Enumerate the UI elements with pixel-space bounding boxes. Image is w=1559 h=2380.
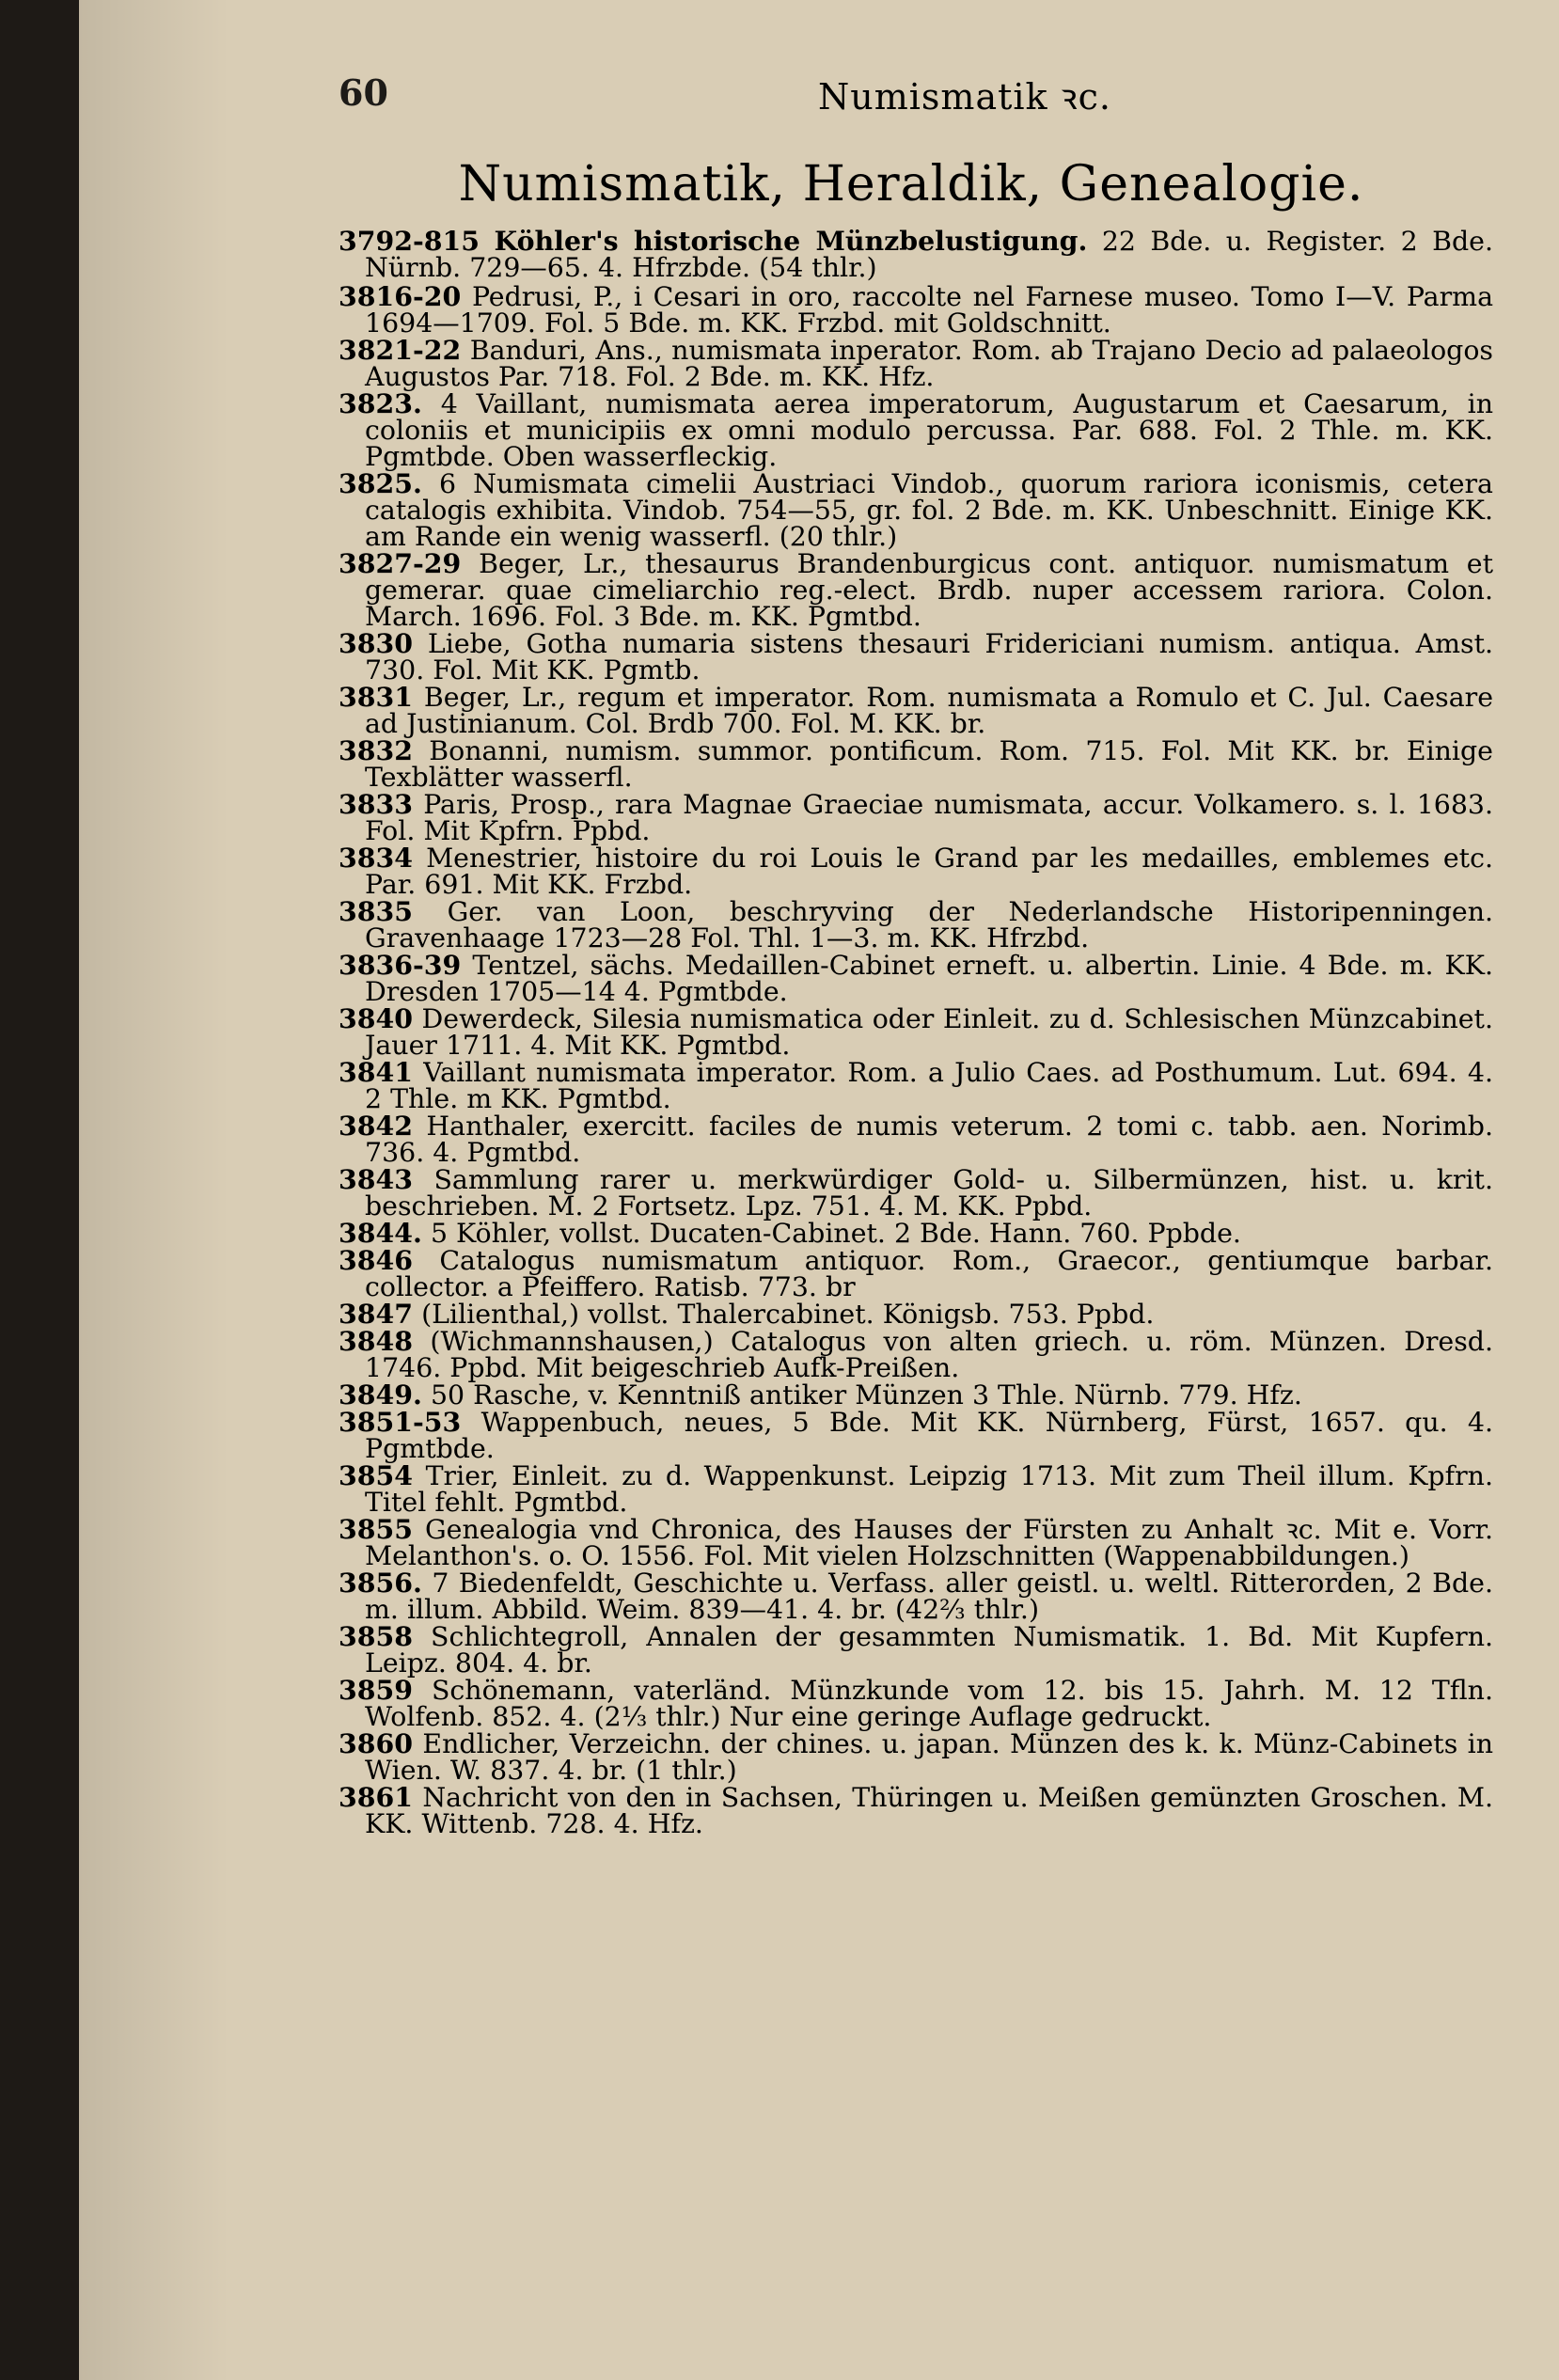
catalog-entry — [339, 844, 1493, 898]
entry-text: Banduri, Ans., numismata inperator. Rom. ab Trajano Decio ad palaeologos Augustos Par. 718. Fol. 2 Bde. m. KK. Hfz. — [365, 335, 1493, 392]
running-head — [339, 71, 1446, 128]
entry-text: 4 Vaillant, numismata aerea imperatorum, Augustarum et Caesarum, in coloniis et municipiis ex omni modulo percussa. Par. 688. Fol. 2 Thle. m. KK. Pgmtbde. Oben wasserfleckig. — [365, 388, 1493, 472]
entry-number: 3856. — [339, 1567, 422, 1599]
entry-number: 3832 — [339, 734, 414, 766]
catalog-entry — [339, 895, 1493, 954]
entry-text: Nachricht von den in Sachsen, Thüringen u. Meißen gemünzten Groschen. M. KK. Wittenb. 728. 4. Hfz. — [365, 1782, 1493, 1839]
entry-text: 6 Numismata cimelii Austriaci Vindob., quorum rariora iconismis, cetera catalogis exhibita. Vindob. 754—55, gr. fol. 2 Bde. m. KK. Unbeschnitt. Einige KK. am Rande ein wenig wasserfl. (20 thlr.) — [365, 468, 1493, 552]
catalog-entry — [339, 734, 1493, 793]
entry-text: Wappenbuch, neues, 5 Bde. Mit KK. Nürnberg, Fürst, 1657. qu. 4. Pgmtbde. — [365, 1407, 1493, 1464]
catalog-entry — [339, 225, 1493, 283]
catalog-entry — [339, 681, 1493, 739]
entry-text: Bonanni, numism. summor. pontificum. Rom. 715. Fol. Mit KK. br. Einige Texblätter wasserfl. — [365, 735, 1493, 793]
entry-number: 3842 — [339, 1110, 414, 1142]
entry-text: 5 Köhler, vollst. Ducaten-Cabinet. 2 Bde. Hann. 760. Ppbde. — [430, 1218, 1241, 1249]
entry-number: 3827-29 — [339, 547, 462, 579]
entry-number: 3831 — [339, 681, 414, 713]
entry-text: Dewerdeck, Silesia numismatica oder Einleit. zu d. Schlesischen Münzcabinet. Jauer 1711. 4. Mit KK. Pgmtbd. — [365, 1003, 1493, 1061]
entry-text: Vaillant numismata imperator. Rom. a Julio Caes. ad Posthumum. Lut. 694. 4. 2 Thle. m KK. Pgmtbd. — [365, 1057, 1494, 1114]
entry-text: Paris, Prosp., rara Magnae Graeciae numismata, accur. Volkamero. s. l. 1683. Fol. Mit Kpfrn. Ppbd. — [365, 789, 1493, 846]
entry-number: 3843 — [339, 1163, 414, 1195]
entry-text: 22 Bde. u. Register. 2 Bde. Nürnb. 729—65. 4. Hfrzbde. (54 thlr.) — [365, 226, 1493, 283]
entry-text: Sammlung rarer u. merkwürdiger Gold- u. Silbermünzen, hist. u. krit. beschrieben. M. 2 Fortsetz. Lpz. 751. 4. M. KK. Ppbd. — [365, 1164, 1493, 1222]
catalog-entry — [339, 280, 1493, 339]
entry-number: 3833 — [339, 788, 414, 820]
catalog-entry — [339, 1300, 1493, 1328]
entry-text: Genealogia vnd Chronica, des Hauses der Fürsten zu Anhalt ꝛc. Mit e. Vorr. Melanthon's. o. O. 1556. Fol. Mit vielen Holzschnitten (Wappenabbildungen.) — [365, 1514, 1493, 1571]
entry-number: 3854 — [339, 1459, 414, 1491]
entry-number: 3834 — [339, 842, 414, 874]
entry-title: Köhler's historische Münzbelustigung. — [494, 225, 1088, 257]
catalog-entry — [339, 1569, 1493, 1623]
catalog-entry — [339, 1459, 1493, 1518]
catalog-entry — [339, 627, 1494, 686]
catalog-entry — [339, 1112, 1493, 1166]
catalog-entry — [339, 788, 1493, 846]
entry-text: Beger, Lr., regum et imperator. Rom. numismata a Romulo et C. Jul. Caesare ad Justinianum. Col. Brdb 700. Fol. M. KK. br. — [365, 682, 1493, 739]
entry-number: 3847 — [339, 1298, 414, 1330]
catalog-entry — [339, 1217, 1493, 1249]
catalog-entry — [339, 1381, 1493, 1409]
entry-number: 3840 — [339, 1002, 414, 1034]
entry-text: Pedrusi, P., i Cesari in oro, raccolte nel Farnese museo. Tomo I—V. Parma 1694—1709. Fol. 5 Bde. m. KK. Frzbd. mit Goldschnitt. — [365, 281, 1493, 339]
entry-number: 3859 — [339, 1674, 414, 1706]
entry-number: 3848 — [339, 1325, 414, 1357]
entry-text: Catalogus numismatum antiquor. Rom., Graecor., gentiumque barbar. collector. a Pfeiffero. Ratisb. 773. br — [365, 1245, 1493, 1302]
entry-text: Tentzel, sächs. Medaillen-Cabinet erneft. u. albertin. Linie. 4 Bde. m. KK. Dresden 1705—14 4. Pgmtbde. — [365, 950, 1494, 1007]
entry-text: Trier, Einleit. zu d. Wappenkunst. Leipzig 1713. Mit zum Theil illum. Kpfrn. Titel fehlt. Pgmtbd. — [365, 1460, 1493, 1518]
entry-number: 3844. — [339, 1217, 422, 1249]
section-heading: Numismatik, Heraldik, Genealogie. — [458, 156, 1364, 213]
entry-text: Ger. van Loon, beschryving der Nederlandsche Historipenningen. Gravenhaage 1723—28 Fol. Thl. 1—3. m. KK. Hfrzbd. — [365, 896, 1493, 954]
catalog-entry — [339, 949, 1494, 1007]
entry-text: (Lilienthal,) vollst. Thalercabinet. Königsb. 753. Ppbd. — [421, 1299, 1155, 1330]
entry-number: 3849. — [339, 1379, 422, 1411]
entry-number: 3841 — [339, 1056, 414, 1088]
entry-text: 7 Biedenfeldt, Geschichte u. Verfass. aller geistl. u. weltl. Ritterorden, 2 Bde. m. illum. Abbild. Weim. 839—41. 4. br. (42⅔ thlr.) — [365, 1568, 1493, 1625]
entry-number: 3816-20 — [339, 280, 462, 312]
entry-text: 50 Rasche, v. Kenntniß antiker Münzen 3 Thle. Nürnb. 779. Hfz. — [430, 1379, 1302, 1411]
catalog-entry — [339, 1325, 1493, 1383]
entry-text: Schlichtegroll, Annalen der gesammten Numismatik. 1. Bd. Mit Kupfern. Leipz. 804. 4. br. — [365, 1621, 1494, 1679]
entry-number: 3825. — [339, 467, 422, 499]
entry-text: Menestrier, histoire du roi Louis le Grand par les medailles, emblemes etc. Par. 691. Mit KK. Frzbd. — [365, 843, 1493, 900]
catalog-entry — [339, 1244, 1493, 1302]
catalog-entry — [339, 1002, 1493, 1061]
entry-text: Endlicher, Verzeichn. der chines. u. japan. Münzen des k. k. Münz-Cabinets in Wien. W. 837. 4. br. (1 thlr.) — [365, 1728, 1493, 1786]
entry-number: 3858 — [339, 1620, 414, 1652]
catalog-entry — [339, 1727, 1493, 1786]
entry-number: 3823. — [339, 387, 422, 419]
entry-number: 3792-815 — [339, 225, 480, 257]
catalog-entry — [339, 1781, 1493, 1839]
catalog-entry — [339, 1513, 1493, 1571]
entry-text: (Wichmannshausen,) Catalogus von alten griech. u. röm. Münzen. Dresd. 1746. Ppbd. Mit beigeschrieb Aufk-Preißen. — [365, 1326, 1493, 1383]
entry-text: Schönemann, vaterländ. Münzkunde vom 12. bis 15. Jahrh. M. 12 Tfln. Wolfenb. 852. 4. (2⅓ thlr.) Nur eine geringe Auflage gedruckt. — [365, 1675, 1493, 1732]
catalog-entry — [339, 334, 1493, 392]
entry-number: 3835 — [339, 895, 414, 927]
catalog-entry — [339, 387, 1493, 472]
catalog-entry — [339, 1056, 1494, 1114]
entry-number: 3836-39 — [339, 949, 462, 981]
catalog-entry — [339, 547, 1493, 632]
entry-number: 3830 — [339, 627, 414, 659]
entry-number: 3861 — [339, 1781, 414, 1813]
catalog-entry — [339, 1163, 1493, 1222]
entry-number: 3851-53 — [339, 1406, 462, 1438]
catalog-entry — [339, 1674, 1493, 1732]
entry-number: 3846 — [339, 1244, 414, 1276]
running-title: Numismatik ꝛc. — [818, 76, 1112, 118]
catalog-entry — [339, 1406, 1493, 1464]
page-number: 60 — [339, 71, 388, 114]
entry-text: Beger, Lr., thesaurus Brandenburgicus cont. antiquor. numismatum et gemerar. quae cimeliarchio reg.-elect. Brdb. nuper accessem rariora. Colon. March. 1696. Fol. 3 Bde. m. KK. Pgmtbd. — [365, 548, 1493, 632]
catalog-entries — [339, 225, 1494, 1839]
entry-number: 3860 — [339, 1727, 414, 1759]
entry-text: Liebe, Gotha numaria sistens thesauri Fridericiani numism. antiqua. Amst. 730. Fol. Mit KK. Pgmtb. — [365, 628, 1494, 686]
entry-text: Hanthaler, exercitt. faciles de numis veterum. 2 tomi c. tabb. aen. Norimb. 736. 4. Pgmtbd. — [365, 1111, 1493, 1168]
entry-number: 3821-22 — [339, 334, 462, 366]
catalog-entry — [339, 1620, 1494, 1679]
entry-number: 3855 — [339, 1513, 414, 1545]
catalog-entry — [339, 467, 1493, 552]
